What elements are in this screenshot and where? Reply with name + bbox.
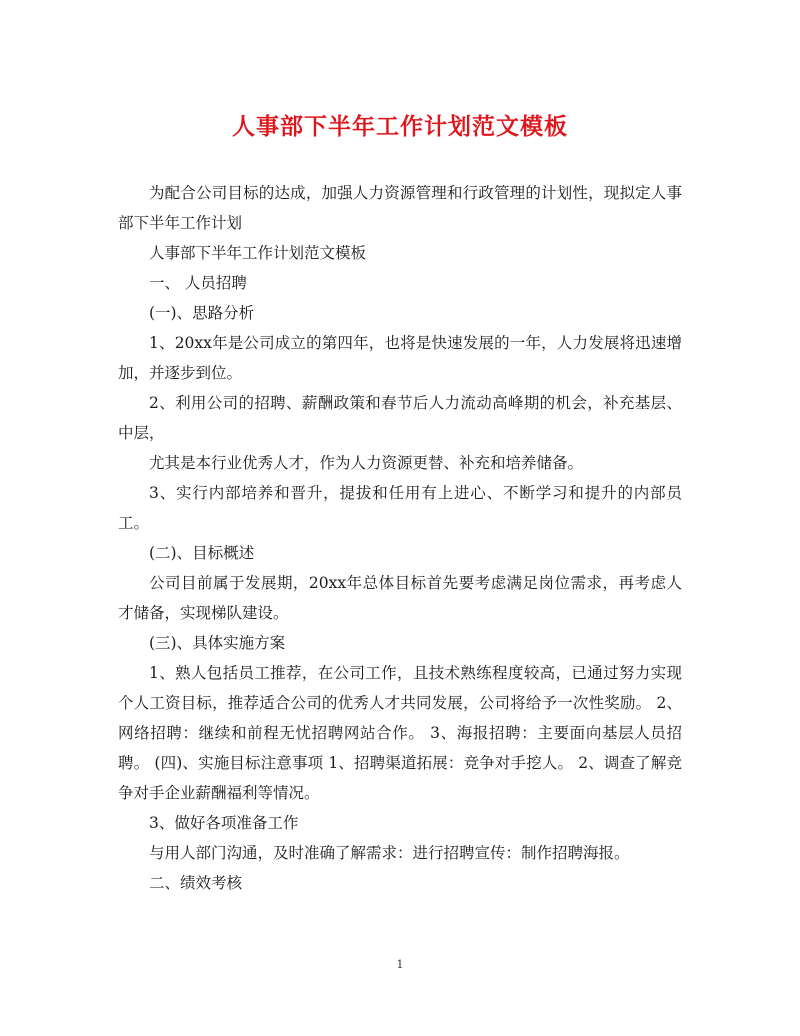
- paragraph-goals: 公司目前属于发展期，20xx年总体目标首先要考虑满足岗位需求，再考虑人才储备，实现梯队建设。: [118, 574, 682, 622]
- paragraph-point-1: 1、20xx年是公司成立的第四年，也将是快速发展的一年，人力发展将迅速增加，并逐步到位。: [118, 334, 682, 382]
- document-title: 人事部下半年工作计划范文模板: [232, 113, 568, 140]
- paragraph-preparation: 3、做好各项准备工作: [149, 814, 299, 832]
- section-heading-performance: 二、绩效考核: [149, 874, 243, 892]
- paragraph-intro: 为配合公司目标的达成，加强人力资源管理和行政管理的计划性，现拟定人事部下半年工作计划: [118, 184, 682, 232]
- subheading-analysis: (一)、思路分析: [149, 304, 255, 322]
- paragraph-communication: 与用人部门沟通，及时准确了解需求：进行招聘宣传：制作招聘海报。: [149, 844, 630, 862]
- paragraph-subtitle: 人事部下半年工作计划范文模板: [149, 244, 367, 262]
- paragraph-point-3: 3、实行内部培养和晋升，提拔和任用有上进心、不断学习和提升的内部员工。: [118, 484, 682, 532]
- subheading-goals: (二)、目标概述: [149, 544, 255, 562]
- subheading-plan: (三)、具体实施方案: [149, 634, 286, 652]
- paragraph-point-2: 2、利用公司的招聘、薪酬政策和春节后人力流动高峰期的机会，补充基层、中层，: [118, 394, 682, 442]
- paragraph-point-2-cont: 尤其是本行业优秀人才，作为人力资源更替、补充和培养储备。: [149, 454, 584, 472]
- paragraph-plan: 1、熟人包括员工推荐，在公司工作，且技术熟练程度较高，已通过努力实现个人工资目标，推荐适合公司的优秀人才共同发展，公司将给予一次性奖励。 2、网络招聘：继续和前程无忧招聘网站合作。 3、海报招聘：主要面向基层人员招聘。 (四)、实施目标注意事项 1、招聘渠道拓展：竞争对手挖人。 2、调查了解竞争对手企业薪酬福利等情况。: [118, 664, 682, 802]
- document-body: [118, 178, 682, 898]
- section-heading-recruitment: 一、 人员招聘: [149, 274, 247, 292]
- page-number: 1: [396, 958, 404, 971]
